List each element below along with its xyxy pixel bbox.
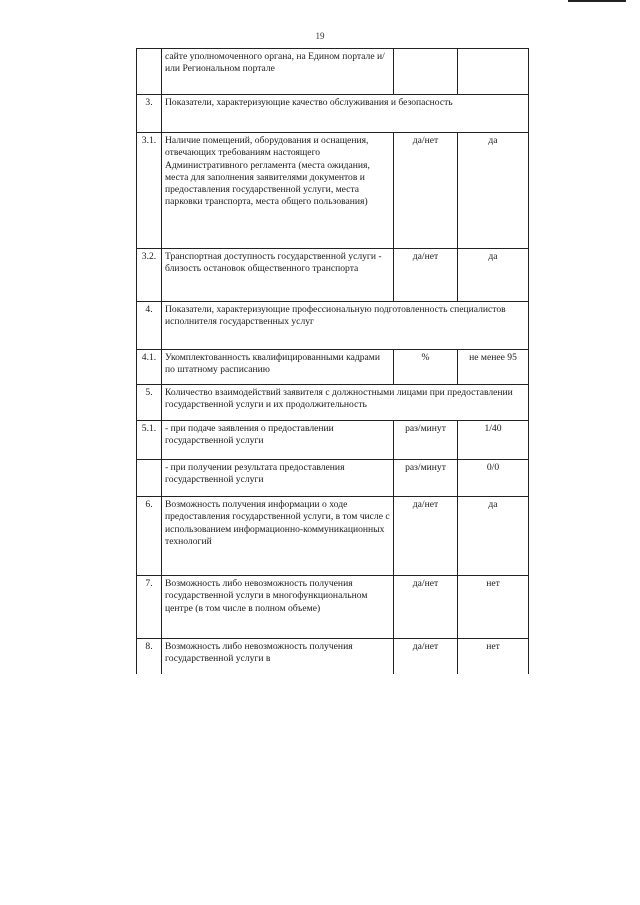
row-value: 1/40 [458, 421, 529, 460]
table-row [137, 460, 529, 497]
row-unit: раз/минут [394, 460, 458, 497]
row-number: 6. [137, 497, 162, 576]
row-value: не менее 95 [458, 350, 529, 385]
row-text: Количество взаимодействий заявителя с должностными лицами при предоставлении государственной услуги и их продолжительность [162, 385, 529, 421]
row-text: - при получении результата предоставления государственной услуги [162, 460, 394, 497]
row-value: да [458, 133, 529, 249]
row-text: сайте уполномоченного органа, на Едином портале и/или Региональном портале [162, 49, 394, 95]
row-text: Наличие помещений, оборудования и оснащения, отвечающих требованиям настоящего Административного регламента (места ожидания, места для заполнения заявителями документов и предоставления государственной услуги, места парковки транспорта, места общего пользования) [162, 133, 394, 249]
row-text: Показатели, характеризующие качество обслуживания и безопасность [162, 95, 529, 133]
row-text: Транспортная доступность государственной услуги - близость остановок общественного транспорта [162, 249, 394, 302]
row-number [137, 460, 162, 497]
table-row [137, 302, 529, 350]
row-number [137, 49, 162, 95]
scan-corner-mark [568, 0, 626, 2]
row-number: 3. [137, 95, 162, 133]
row-value [458, 49, 529, 95]
row-number: 8. [137, 639, 162, 674]
row-unit: да/нет [394, 249, 458, 302]
row-value: нет [458, 576, 529, 639]
row-unit: % [394, 350, 458, 385]
row-number: 3.1. [137, 133, 162, 249]
row-number: 3.2. [137, 249, 162, 302]
row-text: - при подаче заявления о предоставлении государственной услуги [162, 421, 394, 460]
table-row [137, 95, 529, 133]
table-row [137, 421, 529, 460]
row-value: нет [458, 639, 529, 674]
row-value: да [458, 249, 529, 302]
row-text: Возможность либо невозможность получения государственной услуги в многофункциональном центре (в том числе в полном объеме) [162, 576, 394, 639]
table-row [137, 350, 529, 385]
row-text: Укомплектованность квалифицированными кадрами по штатному расписанию [162, 350, 394, 385]
table-row [137, 639, 529, 674]
table-row [137, 133, 529, 249]
row-number: 4.1. [137, 350, 162, 385]
row-value: 0/0 [458, 460, 529, 497]
row-number: 7. [137, 576, 162, 639]
row-value: да [458, 497, 529, 576]
row-unit: раз/минут [394, 421, 458, 460]
row-unit: да/нет [394, 497, 458, 576]
page-number: 19 [315, 31, 325, 41]
table-row [137, 49, 529, 95]
table-row [137, 385, 529, 421]
row-unit [394, 49, 458, 95]
indicators-table [136, 48, 529, 674]
table-row [137, 497, 529, 576]
row-unit: да/нет [394, 576, 458, 639]
row-unit: да/нет [394, 639, 458, 674]
row-text: Возможность получения информации о ходе предоставления государственной услуги, в том числе с использованием информационно-коммуникационных технологий [162, 497, 394, 576]
row-unit: да/нет [394, 133, 458, 249]
row-text: Возможность либо невозможность получения государственной услуги в [162, 639, 394, 674]
row-number: 5.1. [137, 421, 162, 460]
table-row [137, 576, 529, 639]
table-row [137, 249, 529, 302]
row-number: 4. [137, 302, 162, 350]
row-number: 5. [137, 385, 162, 421]
row-text: Показатели, характеризующие профессиональную подготовленность специалистов исполнителя государственных услуг [162, 302, 529, 350]
